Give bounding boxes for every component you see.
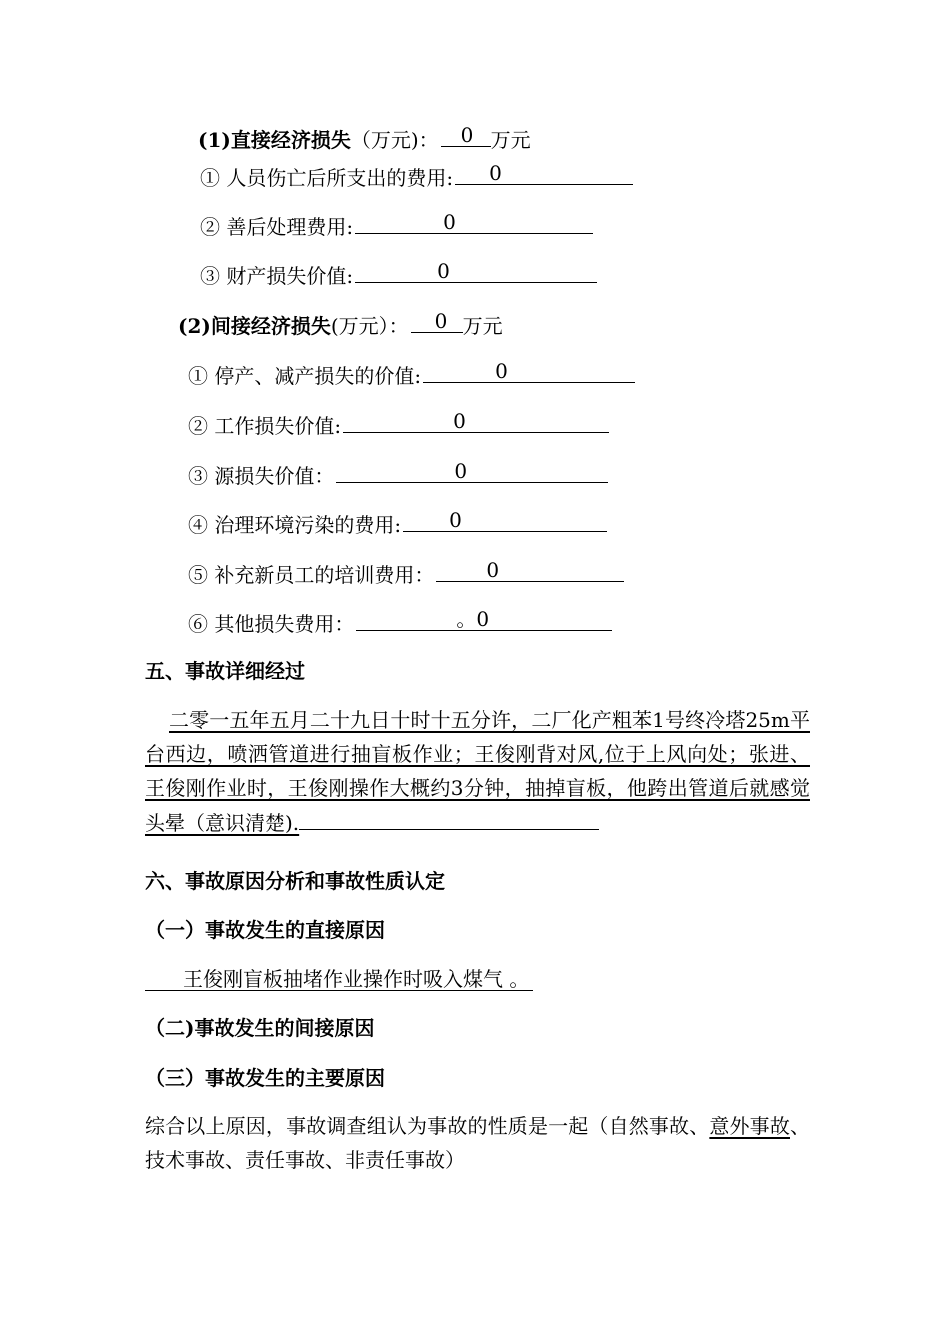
item-value: 。0 [456,607,490,631]
item-value: 0 [454,459,468,483]
direct-loss-unit: 万元 [490,128,531,152]
indirect-item-1 [188,360,635,389]
indirect-item-4 [188,509,607,538]
indirect-loss-line [178,310,503,339]
indirect-item-3-field[interactable] [336,460,608,483]
item-number: ③ [188,464,208,488]
item-number: ⑤ [188,563,208,587]
indirect-item-2-field[interactable] [343,410,609,433]
item-number: ④ [188,513,208,537]
indirect-loss-field[interactable] [411,310,463,333]
direct-loss-value: 0 [460,123,474,147]
indirect-item-5 [188,559,624,588]
item-number: ① [200,166,220,190]
item-label: 财产损失价值: [226,264,354,288]
narrative-text: 二零一五年五月二十九日十时十五分许，二厂化产粗苯1号终冷塔25m平台西边，喷洒管道进行抽盲板作业；王俊刚背对风,位于上风向处；张进、王俊刚作业时，王俊刚操作大概约3分钟，抽掉盲板，他跨出管道后就感觉头晕（意识清楚). [145,708,810,835]
indirect-item-4-field[interactable] [403,509,607,532]
item-label: 源损失价值： [214,464,335,488]
item-label: 人员伤亡后所支出的费用: [226,166,454,190]
direct-cause-heading: （一）事故发生的直接原因 [145,918,385,942]
item-label: 其他损失费用： [214,612,355,636]
item-value: 0 [449,508,462,532]
item-value: 0 [437,259,450,283]
direct-item-1-field[interactable] [455,162,633,185]
item-value: 0 [453,409,466,433]
indirect-loss-label: 间接经济损失 [210,314,331,338]
item-number: ⑥ [188,612,208,636]
item-label: 工作损失价值: [214,414,342,438]
direct-item-1 [200,162,633,191]
item-number: ② [200,215,220,239]
item-value: 0 [489,161,502,185]
direct-item-3-field[interactable] [355,260,597,283]
indirect-loss-prefix: (2) [178,314,211,338]
indirect-item-3 [188,460,608,489]
narrative-trailing-line [299,805,599,830]
indirect-item-6 [188,608,612,637]
direct-cause-text: 王俊刚盲板抽堵作业操作时吸入煤气 。 [145,966,533,991]
indirect-item-6-field[interactable] [356,608,612,631]
direct-loss-unit-paren: （万元)： [350,128,439,152]
direct-item-3 [200,260,597,289]
direct-loss-label: 直接经济损失 [230,128,351,152]
item-value: 0 [486,558,500,582]
item-number: ① [188,364,208,388]
indirect-loss-unit: 万元 [462,314,503,338]
section5-narrative [145,703,810,840]
indirect-loss-unit-paren: (万元）： [330,314,409,338]
indirect-item-5-field[interactable] [436,559,624,582]
main-cause-heading: （三）事故发生的主要原因 [145,1066,385,1090]
conclusion-selected: 意外事故 [709,1114,790,1138]
item-label: 善后处理费用: [226,215,354,239]
indirect-item-1-field[interactable] [423,360,635,383]
item-label: 停产、减产损失的价值: [214,364,422,388]
item-number: ② [188,414,208,438]
conclusion-post: 、技术事故、责任事故、非责任事故） [145,1114,810,1172]
direct-item-2-field[interactable] [355,211,593,234]
section6-heading: 六、事故原因分析和事故性质认定 [145,869,445,893]
direct-cause-line [145,966,533,992]
conclusion-pre: 综合以上原因，事故调查组认为事故的性质是一起（自然事故、 [145,1114,710,1138]
indirect-cause-heading: （二)事故发生的间接原因 [145,1016,375,1040]
item-number: ③ [200,264,220,288]
item-label: 补充新员工的培训费用： [214,563,435,587]
direct-loss-prefix: (1) [198,128,231,152]
item-value: 0 [495,359,508,383]
conclusion-paragraph [145,1109,810,1177]
item-label: 治理环境污染的费用: [214,513,402,537]
section5-heading: 五、事故详细经过 [145,659,305,683]
indirect-item-2 [188,410,609,439]
direct-loss-field[interactable] [441,124,491,147]
indirect-loss-value: 0 [434,309,448,333]
item-value: 0 [443,210,456,234]
direct-item-2 [200,211,593,240]
direct-loss-line [198,124,531,153]
